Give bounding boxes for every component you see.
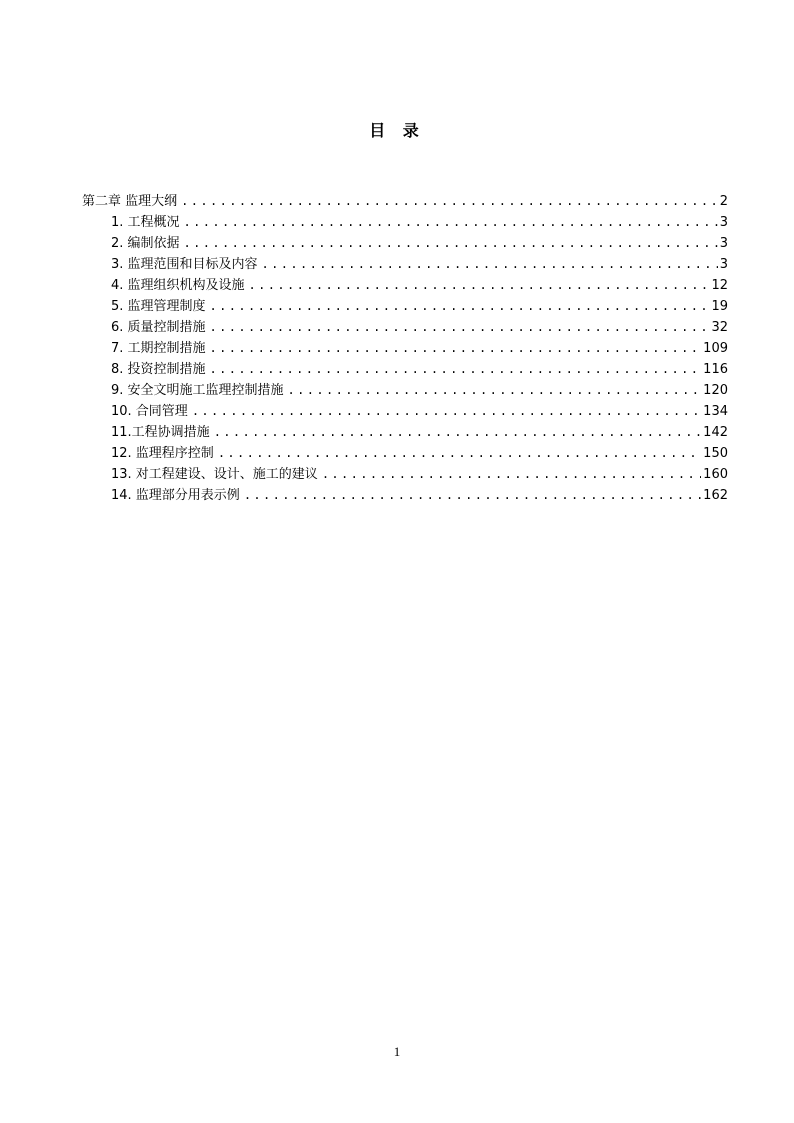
toc-page-number: 3 (719, 257, 728, 272)
toc-entry-12[interactable] (82, 443, 728, 464)
toc-entry-6[interactable] (82, 317, 728, 338)
toc-page-number: 150 (703, 446, 728, 461)
toc-leader-dots (322, 464, 701, 485)
toc-entry-10[interactable] (82, 401, 728, 422)
toc-entry-3[interactable] (82, 254, 728, 275)
toc-page-number: 162 (703, 488, 728, 503)
toc-label: 3. 监理范围和目标及内容 (111, 257, 258, 272)
toc-leader-dots (288, 380, 702, 401)
toc-entry-2[interactable] (82, 233, 728, 254)
toc-page-number: 134 (703, 404, 728, 419)
toc-label: 12. 监理程序控制 (111, 446, 214, 461)
toc-label: 13. 对工程建设、设计、施工的建议 (111, 467, 318, 482)
toc-leader-dots (184, 212, 718, 233)
toc-page-number: 32 (711, 320, 728, 335)
toc-leader-dots (210, 296, 710, 317)
toc-label: 7. 工期控制措施 (111, 341, 206, 356)
toc-label: 2. 编制依据 (111, 236, 180, 251)
toc-leader-dots (244, 485, 701, 506)
toc-leader-dots (262, 254, 718, 275)
toc-label: 10. 合同管理 (111, 404, 188, 419)
toc-page-number: 3 (719, 236, 728, 251)
toc-label: 5. 监理管理制度 (111, 299, 206, 314)
toc-label: 4. 监理组织机构及设施 (111, 278, 245, 293)
toc-label: 9. 安全文明施工监理控制措施 (111, 383, 284, 398)
toc-leader-dots (214, 422, 701, 443)
toc-page-number: 116 (703, 362, 728, 377)
toc-page-number: 12 (711, 278, 728, 293)
footer-page-number: 1 (393, 1044, 401, 1059)
toc-label: 8. 投资控制措施 (111, 362, 206, 377)
toc-leader-dots (249, 275, 710, 296)
toc-entry-chapter-2[interactable] (82, 191, 728, 212)
toc-page-number: 2 (719, 194, 728, 209)
toc-entry-9[interactable] (82, 380, 728, 401)
toc-entry-8[interactable] (82, 359, 728, 380)
toc-page-number: 142 (703, 425, 728, 440)
toc-label: 11.工程协调措施 (111, 425, 210, 440)
toc-label: 14. 监理部分用表示例 (111, 488, 240, 503)
toc-page-number: 19 (711, 299, 728, 314)
toc-leader-dots (218, 443, 701, 464)
toc-leader-dots (210, 359, 702, 380)
toc-entry-11[interactable] (82, 422, 728, 443)
toc-leader-dots (210, 317, 710, 338)
toc-entry-13[interactable] (82, 464, 728, 485)
toc-leader-dots (210, 338, 702, 359)
toc-label: 6. 质量控制措施 (111, 320, 206, 335)
toc-label: 1. 工程概况 (111, 215, 180, 230)
toc-label: 第二章 监理大纲 (82, 194, 178, 209)
page-title: 目 录 (369, 121, 425, 140)
toc-entry-5[interactable] (82, 296, 728, 317)
toc-page-number: 120 (703, 383, 728, 398)
toc-leader-dots (184, 233, 718, 254)
toc-page-number: 109 (703, 341, 728, 356)
toc-entry-1[interactable] (82, 212, 728, 233)
toc-page-number: 160 (703, 467, 728, 482)
toc-entry-14[interactable] (82, 485, 728, 506)
toc-leader-dots (192, 401, 701, 422)
toc-leader-dots (181, 191, 718, 212)
table-of-contents (82, 191, 728, 506)
toc-entry-7[interactable] (82, 338, 728, 359)
toc-entry-4[interactable] (82, 275, 728, 296)
toc-page-number: 3 (719, 215, 728, 230)
